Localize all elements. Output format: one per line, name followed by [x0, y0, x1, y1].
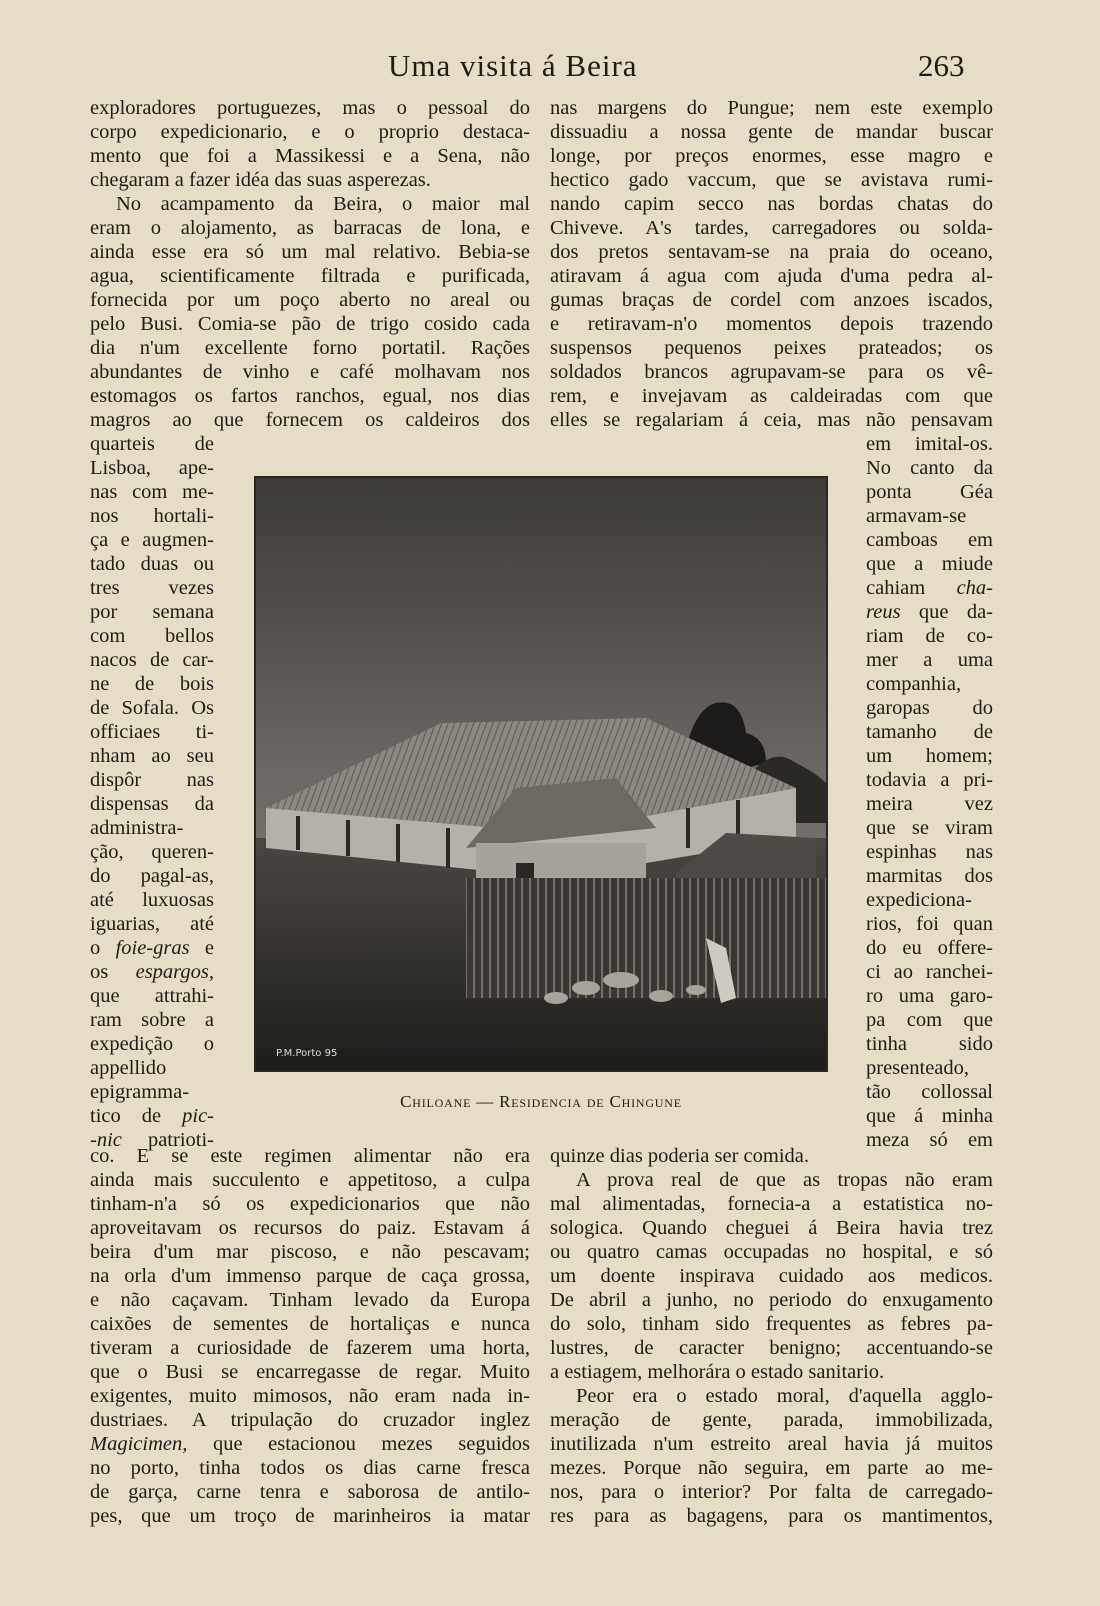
text-line: dustriaes. A tripulação do cruzador inglez — [90, 1409, 530, 1431]
text-line: um doente inspirava cuidado aos medicos. — [550, 1265, 993, 1287]
page-number: 263 — [918, 48, 965, 83]
running-title: Uma visita á Beira — [388, 48, 638, 83]
text-line: mezes. Porque não seguira, em parte ao me- — [550, 1457, 993, 1479]
text-line: todavia a pri- — [866, 769, 993, 791]
text-line: estomagos os fartos ranchos, egual, nos dias — [90, 385, 530, 407]
text-line: presenteado, — [866, 1057, 970, 1079]
text-line: que se viram — [866, 817, 993, 839]
text-line: que á minha — [866, 1105, 993, 1127]
text-line: que o Busi se encarregasse de regar. Muito — [90, 1361, 530, 1383]
text-line: até luxuosas — [90, 889, 214, 911]
text-line: quarteis de — [90, 433, 214, 455]
left-column-top — [90, 96, 530, 432]
text-line: iguarias, até — [90, 913, 214, 935]
text-line: Magicimen, que estacionou mezes seguidos — [90, 1433, 530, 1455]
right-column-narrow — [866, 432, 993, 1152]
text-line: tado duas ou — [90, 553, 214, 575]
left-column-narrow — [90, 432, 214, 1152]
text-line: quinze dias poderia ser comida. — [550, 1145, 810, 1167]
text-line: a estiagem, melhorára o estado sanitario. — [550, 1361, 885, 1383]
text-line: que a miude — [866, 553, 993, 575]
text-line: tinha sido — [866, 1033, 993, 1055]
figure-caption: Chiloane — Residencia de Chingune — [400, 1092, 682, 1111]
text-line: dissuadiu a nossa gente de mandar buscar — [550, 121, 993, 143]
text-line: dispôr nas — [90, 769, 214, 791]
text-line: nos, para o interior? Por falta de carregado- — [550, 1481, 993, 1503]
text-line: expedição o — [90, 1033, 214, 1055]
text-line: pes, que um troço de marinheiros ia matar — [90, 1505, 530, 1527]
text-line: eram o alojamento, as barracas de lona, e — [90, 217, 530, 239]
text-line: ci ao ranchei- — [866, 961, 993, 983]
text-line: por semana — [90, 601, 214, 623]
text-line: no porto, tinha todos os dias carne fresca — [90, 1457, 530, 1479]
text-line: elles se regalariam á ceia, mas não pensavam — [550, 409, 993, 431]
text-line: nos hortali- — [90, 505, 214, 527]
photo-chingune-residence — [254, 476, 828, 1072]
text-line: ro uma garo- — [866, 985, 993, 1007]
text-line: Lisboa, ape- — [90, 457, 214, 479]
text-line: riam de co- — [866, 625, 993, 647]
text-line: appellido — [90, 1057, 167, 1079]
text-line: suspensos pequenos peixes prateados; os — [550, 337, 993, 359]
text-line: com bellos — [90, 625, 214, 647]
text-line: ne de bois — [90, 673, 214, 695]
text-line: nham ao seu — [90, 745, 214, 767]
text-line: companhia, — [866, 673, 962, 695]
text-line: fornecida por um poço aberto no areal ou — [90, 289, 530, 311]
text-line: na orla d'um immenso parque de caça grossa, — [90, 1265, 530, 1287]
engraver-mark: P.M.Porto 95 — [276, 1048, 338, 1059]
text-line: do pagal-as, — [90, 865, 214, 887]
text-line: dia n'um excellente forno portatil. Rações — [90, 337, 530, 359]
right-column-bottom — [550, 1144, 993, 1528]
text-line: rem, e invejavam as caldeiradas com que — [550, 385, 993, 407]
text-line: No canto da — [866, 457, 993, 479]
text-line: soldados brancos agrupavam-se para os vê- — [550, 361, 993, 383]
text-line: que attrahi- — [90, 985, 214, 1007]
text-line: nacos de car- — [90, 649, 214, 671]
text-line: De abril a junho, no periodo do enxugamento — [550, 1289, 993, 1311]
text-line: expediciona- — [866, 889, 972, 911]
text-line: cahiam cha- — [866, 577, 993, 599]
text-line: mer a uma — [866, 649, 993, 671]
text-line: longe, por preços enormes, esse magro e — [550, 145, 993, 167]
text-line: lustres, de caracter benigno; accentuando-se — [550, 1337, 993, 1359]
text-line: marmitas dos — [866, 865, 993, 887]
text-line: tinham-n'a só os expedicionarios que não — [90, 1193, 530, 1215]
text-line: beira d'um mar piscoso, e não pescavam; — [90, 1241, 530, 1263]
text-line: do eu offere- — [866, 937, 993, 959]
text-line: em imital-os. — [866, 433, 993, 455]
text-line: pelo Busi. Comia-se pão de trigo cosido cada — [90, 313, 530, 335]
text-line: tres vezes — [90, 577, 214, 599]
text-line: -nic patrioti- — [90, 1129, 214, 1151]
text-line: co. E se este regimen alimentar não era — [90, 1145, 530, 1167]
text-line: nas margens do Pungue; nem este exemplo — [550, 97, 993, 119]
text-line: agua, scientificamente filtrada e purificada, — [90, 265, 530, 287]
text-line: tico de pic- — [90, 1105, 214, 1127]
text-line: armavam-se — [866, 505, 967, 527]
text-line: exploradores portuguezes, mas o pessoal do — [90, 97, 530, 119]
text-line: caixões de sementes de hortaliças e nunca — [90, 1313, 530, 1335]
text-line: epigramma- — [90, 1081, 190, 1103]
page-header — [0, 48, 1100, 88]
text-line: meira vez — [866, 793, 993, 815]
text-line: abundantes de vinho e café molhavam nos — [90, 361, 530, 383]
text-line: A prova real de que as tropas não eram — [576, 1169, 993, 1191]
text-line: mal alimentadas, fornecia-a a estatistica no- — [550, 1193, 993, 1215]
text-line: do solo, tinham sido frequentes as febres pa- — [550, 1313, 993, 1335]
text-line: aproveitavam os recursos do paiz. Estavam á — [90, 1217, 530, 1239]
text-line: dispensas da — [90, 793, 214, 815]
text-line: pa com que — [866, 1009, 993, 1031]
text-line: tiveram a curiosidade de fazerem uma horta, — [90, 1337, 530, 1359]
text-line: res para as bagagens, para os mantimentos, — [550, 1505, 993, 1527]
text-line: ou quatro camas occupadas no hospital, e só — [550, 1241, 993, 1263]
text-line: No acampamento da Beira, o maior mal — [116, 193, 530, 215]
text-line: ça e augmen- — [90, 529, 214, 551]
text-line: de Sofala. Os — [90, 697, 214, 719]
text-line: administra- — [90, 817, 184, 839]
text-line: ponta Géa — [866, 481, 993, 503]
text-line: officiaes ti- — [90, 721, 214, 743]
text-line: ram sobre a — [90, 1009, 214, 1031]
text-line: ção, queren- — [90, 841, 214, 863]
text-line: Chiveve. A's tardes, carregadores ou solda- — [550, 217, 993, 239]
text-line: ainda mais succulento e appetitoso, a culpa — [90, 1169, 530, 1191]
text-line: nas com me- — [90, 481, 214, 503]
text-line: tamanho de — [866, 721, 993, 743]
text-line: dos pretos sentavam-se na praia do oceano, — [550, 241, 993, 263]
left-column-bottom — [90, 1144, 530, 1528]
text-line: meração de gente, parada, immobilizada, — [550, 1409, 993, 1431]
text-line: hectico gado vaccum, que se avistava rumi- — [550, 169, 993, 191]
photo-illustration — [256, 478, 826, 1070]
text-line: inutilizada n'um estreito areal havia já muitos — [550, 1433, 993, 1455]
text-line: tão collossal — [866, 1081, 993, 1103]
text-line: chegaram a fazer idéa das suas asperezas. — [90, 169, 431, 191]
text-line: exigentes, muito mimosos, não eram nada in- — [90, 1385, 530, 1407]
text-line: e retiravam-n'o momentos depois trazendo — [550, 313, 993, 335]
text-line: gumas braças de cordel com anzoes iscados, — [550, 289, 993, 311]
right-column-top — [550, 96, 993, 432]
text-line: um homem; — [866, 745, 993, 767]
text-line: Peor era o estado moral, d'aquella agglo- — [576, 1385, 993, 1407]
text-line: de garça, carne tenra e saborosa de antilo- — [90, 1481, 530, 1503]
text-line: magros ao que fornecem os caldeiros dos — [90, 409, 530, 431]
text-line: camboas em — [866, 529, 993, 551]
text-line: nando capim secco nas bordas chatas do — [550, 193, 993, 215]
text-line: os espargos, — [90, 961, 214, 983]
text-line: corpo expedicionario, e o proprio destaca- — [90, 121, 530, 143]
text-line: espinhas nas — [866, 841, 993, 863]
text-line: mento que foi a Massikessi e a Sena, não — [90, 145, 530, 167]
text-line: meza só em — [866, 1129, 993, 1151]
text-line: o foie-gras e — [90, 937, 214, 959]
text-line: atiravam á agua com ajuda d'uma pedra al- — [550, 265, 993, 287]
text-line: ainda esse era só um mal relativo. Bebia-se — [90, 241, 530, 263]
text-line: sologica. Quando cheguei á Beira havia trez — [550, 1217, 993, 1239]
text-line: reus que da- — [866, 601, 993, 623]
text-line: rios, foi quan — [866, 913, 993, 935]
text-line: garopas do — [866, 697, 993, 719]
text-line: e não caçavam. Tinham levado da Europa — [90, 1289, 530, 1311]
